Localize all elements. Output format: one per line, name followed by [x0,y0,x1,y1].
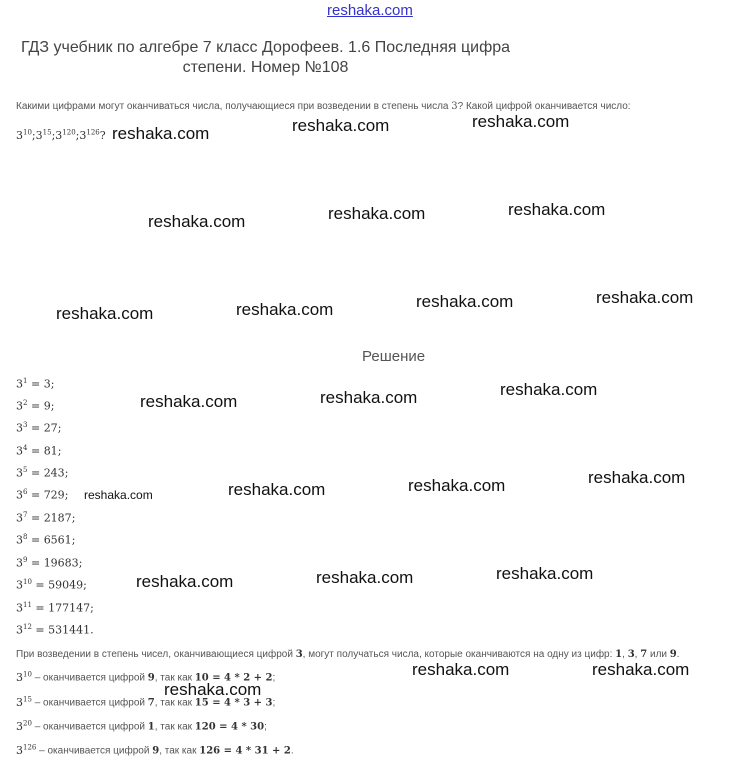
power-item: $3^{126}$? [79,128,106,142]
equation-line: $3^6 = 729$; [16,488,69,502]
equation-line: $3^{10} = 59049$; [16,578,87,592]
watermark: reshaka.com [136,572,234,591]
conclusion-line: $3^{15}$ – оканчивается цифрой 7, так как 15 = 4 * 3 + 3; [16,695,276,709]
watermark: reshaka.com [112,124,210,143]
powers-list [16,128,106,142]
solution-heading: Решение [362,348,426,365]
equation-line: $3^1 = 3$; [16,377,55,391]
watermark: reshaka.com [320,388,418,407]
watermark: reshaka.com [588,468,686,487]
site-link[interactable]: reshaka.com [327,2,413,19]
question-text [16,101,631,112]
conclusion-line: $3^{126}$ – оканчивается цифрой 9, так как 126 = 4 * 31 + 2. [16,743,294,757]
equation-line: $3^5 = 243$; [16,466,69,480]
watermark: reshaka.com [316,568,414,587]
question-base: 3 [451,101,458,112]
watermark: reshaka.com [148,212,246,231]
watermark: reshaka.com [472,112,570,131]
watermark: reshaka.com [408,476,506,495]
equation-line: $3^{11} = 177147$; [16,601,94,615]
page-title: ГДЗ учебник по алгебре 7 класс Дорофеев. 1.6 Последняя цифра степени. Номер №108 [20,39,511,76]
equation-line: $3^7 = 2187$; [16,511,76,525]
conclusion-line: $3^{20}$ – оканчивается цифрой 1, так как 120 = 4 * 30; [16,719,267,733]
watermark: reshaka.com [140,392,238,411]
note-text: При возведении в степень чисел, оканчивающиеся цифрой 3, могут получаться числа, которые оканчиваются на одну из цифр: 1, 3, 7 или 9. [16,649,680,660]
power-item: $3^{10}$; [16,128,36,142]
conclusion-line: $3^{10}$ – оканчивается цифрой 9, так как 10 = 4 * 2 + 2; [16,670,276,684]
watermark: reshaka.com [412,660,510,679]
equation-line: $3^{12} = 531441$. [16,623,94,637]
power-item: $3^{120}$; [55,128,80,142]
power-item: $3^{15}$; [35,128,56,142]
watermark: reshaka.com [228,480,326,499]
equation-line: $3^8 = 6561$; [16,533,76,547]
equation-line: $3^4 = 81$; [16,444,62,458]
watermark: reshaka.com [592,660,690,679]
watermark: reshaka.com [328,204,426,223]
watermark: reshaka.com [416,292,514,311]
watermark: reshaka.com [508,200,606,219]
question-tail: ? Какой цифрой оканчивается число: [457,101,631,112]
watermark: reshaka.com [596,288,694,307]
equation-line: $3^9 = 19683$; [16,556,83,570]
equation-line: $3^2 = 9$; [16,399,55,413]
watermark: reshaka.com [164,680,262,699]
watermark: reshaka.com [56,304,154,323]
watermark: reshaka.com [292,116,390,135]
watermark: reshaka.com [84,488,153,502]
watermark: reshaka.com [236,300,334,319]
question-main: Какими цифрами могут оканчиваться числа, получающиеся при возведении в степень числа [16,101,449,112]
watermark: reshaka.com [496,564,594,583]
equation-line: $3^3 = 27$; [16,421,62,435]
watermark: reshaka.com [500,380,598,399]
